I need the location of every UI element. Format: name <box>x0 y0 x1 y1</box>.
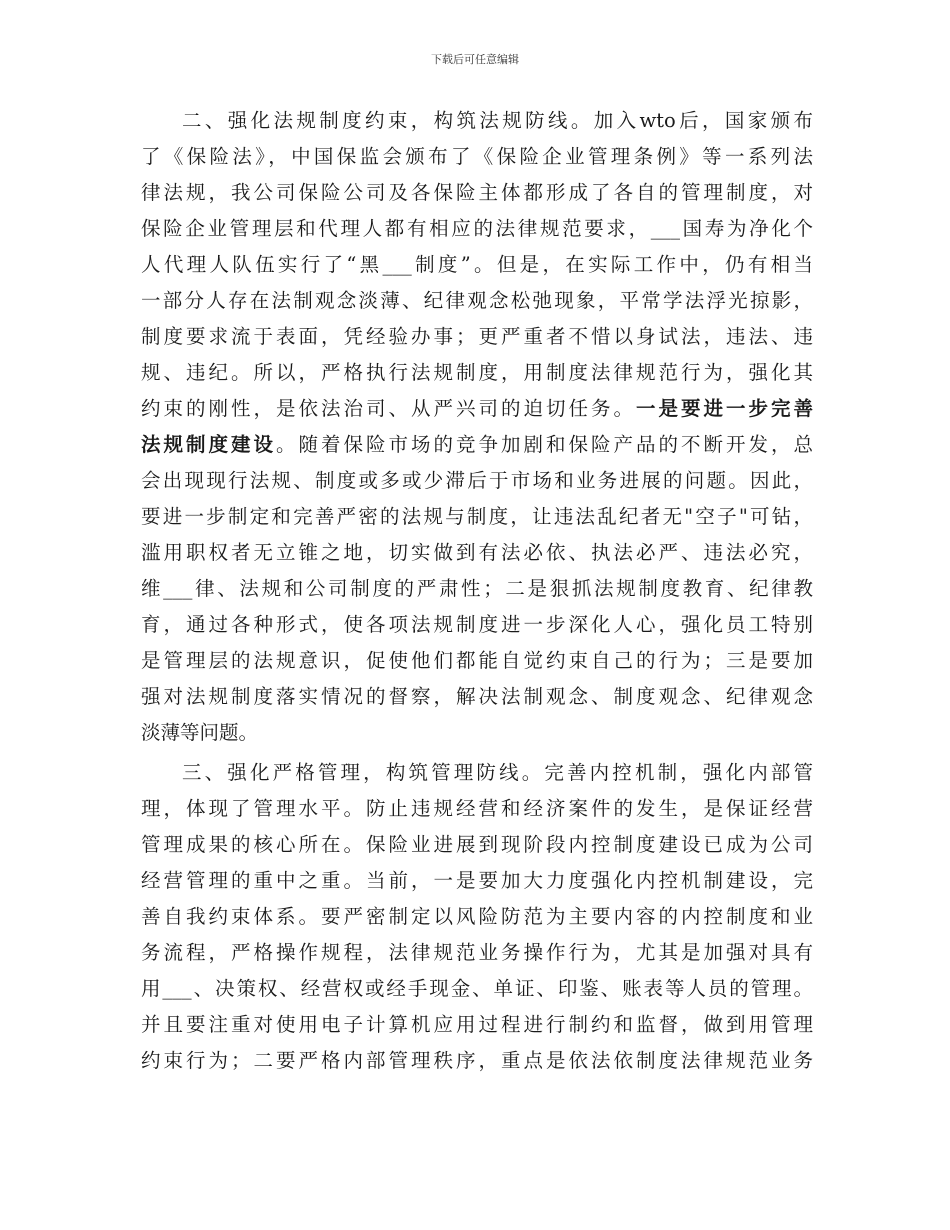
text-line: 二、强化法规制度约束，构筑法规防线。加入wto后，国家颁布 <box>182 109 813 132</box>
text-line: 理，体现了管理水平。防止违规经营和经济案件的发生，是保证经营 <box>141 797 813 820</box>
page-header-note: 下载后可任意编辑 <box>431 53 519 66</box>
text-line: 管理成果的核心所在。保险业进展到现阶段内控制度建设已成为公司 <box>141 833 813 856</box>
bold-text-run: 法规制度建设 <box>141 433 276 456</box>
text-line: 并且要注重对使用电子计算机应用过程进行制约和监督，做到用管理 <box>141 1013 813 1036</box>
text-line: 制度要求流于表面，凭经验办事；更严重者不惜以身试法，违法、违 <box>141 325 813 348</box>
text-line: 约束行为；二要严格内部管理秩序，重点是依法依制度法律规范业务 <box>141 1049 813 1072</box>
text-run: 。随着保险市场的竞争加剧和保险产品的不断开发，总 <box>276 433 813 456</box>
text-line: 淡薄等问题。 <box>141 721 259 744</box>
text-line: 保险企业管理层和代理人都有相应的法律规范要求，___国寿为净化个 <box>141 217 813 240</box>
text-line: 用___、决策权、经营权或经手现金、单证、印鉴、账表等人员的管理。 <box>141 977 813 1000</box>
text-line: 三、强化严格管理，构筑管理防线。完善内控机制，强化内部管 <box>182 761 813 784</box>
text-run: 约束的刚性，是依法治司、从严兴司的迫切任务。 <box>141 397 636 420</box>
text-line: 人代理人队伍实行了“黑___制度”。但是，在实际工作中，仍有相当 <box>141 253 813 276</box>
text-line: 育，通过各种形式，使各项法规制度进一步深化人心，强化员工特别 <box>141 613 813 636</box>
text-line: 会出现现行法规、制度或多或少滞后于市场和业务进展的问题。因此， <box>141 469 813 492</box>
text-line: 善自我约束体系。要严密制定以风险防范为主要内容的内控制度和业 <box>141 905 813 928</box>
text-line-mixed <box>141 391 813 427</box>
text-line-mixed <box>141 427 813 463</box>
paragraph-management <box>141 755 813 1079</box>
text-line: 律法规，我公司保险公司及各保险主体都形成了各自的管理制度，对 <box>141 181 813 204</box>
text-line: 规、违纪。所以，严格执行法规制度，用制度法律规范行为，强化其 <box>141 361 813 384</box>
text-line: 维___律、法规和公司制度的严肃性；二是狠抓法规制度教育、纪律教 <box>141 577 813 600</box>
bold-text-run: 一是要进一步完善 <box>635 397 813 420</box>
text-line: 务流程，严格操作规程，法律规范业务操作行为，尤其是加强对具有 <box>141 941 813 964</box>
text-line: 滥用职权者无立锥之地，切实做到有法必依、执法必严、违法必究， <box>141 541 813 564</box>
paragraph-regulations <box>141 103 813 751</box>
text-line: 是管理层的法规意识，促使他们都能自觉约束自己的行为；三是要加 <box>141 649 813 672</box>
text-line: 要进一步制定和完善严密的法规与制度，让违法乱纪者无"空子"可钻， <box>141 505 813 528</box>
text-line: 强对法规制度落实情况的督察，解决法制观念、制度观念、纪律观念 <box>141 685 813 708</box>
text-line: 经营管理的重中之重。当前，一是要加大力度强化内控机制建设，完 <box>141 869 813 892</box>
document-body <box>141 103 813 1079</box>
text-line: 了《保险法》，中国保监会颁布了《保险企业管理条例》等一系列法 <box>141 145 813 168</box>
text-line: 一部分人存在法制观念淡薄、纪律观念松弛现象，平常学法浮光掠影， <box>141 289 813 312</box>
